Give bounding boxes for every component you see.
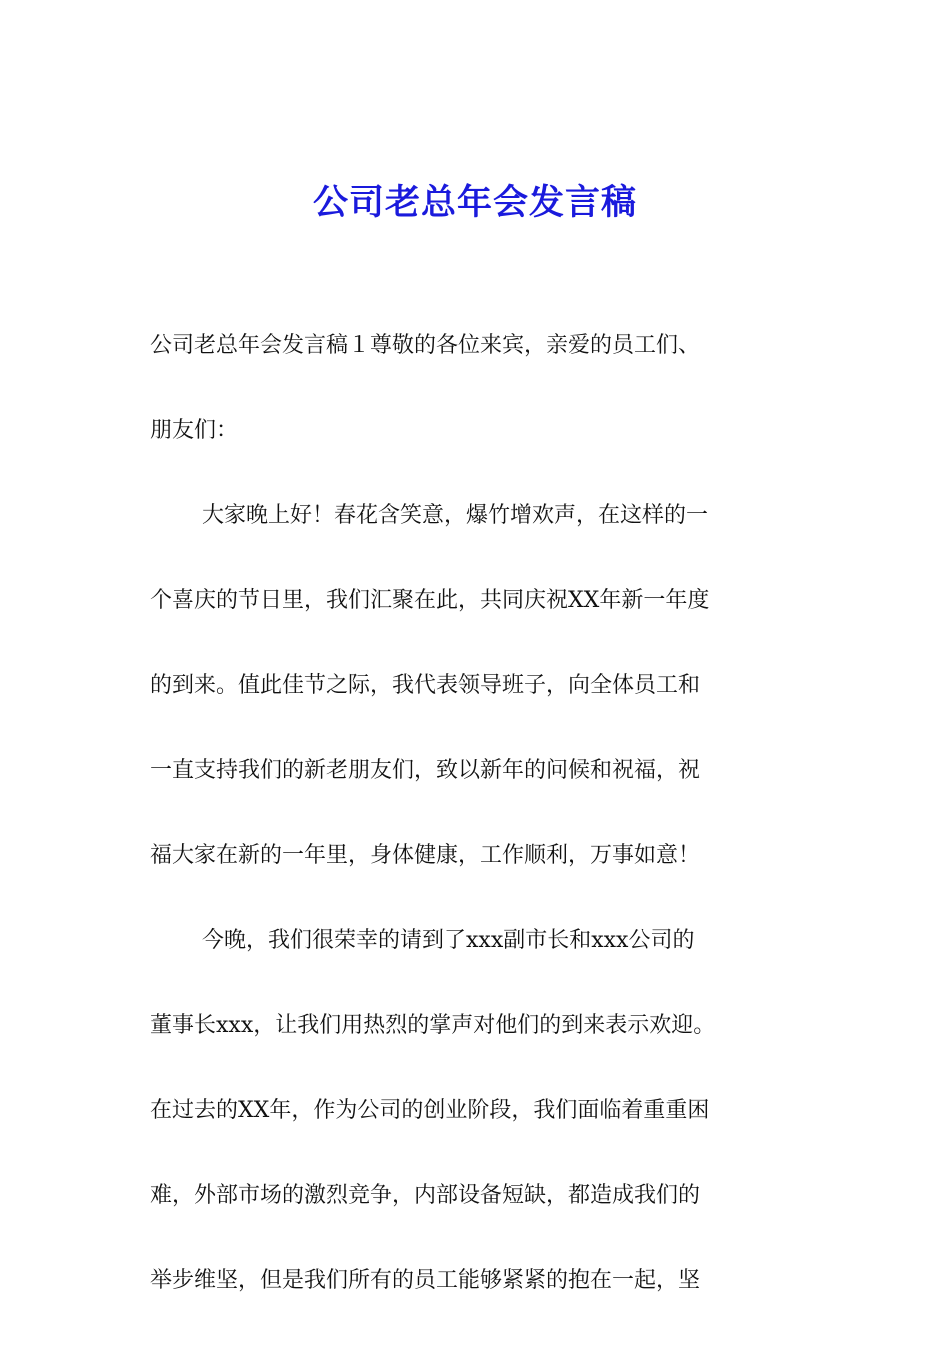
body-line-9: 董事长xxx，让我们用热烈的掌声对他们的到来表示欢迎。: [150, 1013, 716, 1038]
body-line-12: 举步维坚，但是我们所有的员工能够紧紧的抱在一起，坚: [150, 1268, 701, 1293]
body-line-5: 的到来。值此佳节之际，我代表领导班子，向全体员工和: [150, 673, 701, 698]
body-line-8: 今晚，我们很荣幸的请到了xxx副市长和xxx公司的: [202, 928, 695, 953]
document-title: 公司老总年会发言稿: [312, 182, 637, 223]
body-line-11: 难，外部市场的激烈竞争，内部设备短缺，都造成我们的: [150, 1183, 701, 1208]
body-line-4: 个喜庆的节日里，我们汇聚在此，共同庆祝XX年新一年度: [150, 588, 710, 613]
body-line-10: 在过去的XX年，作为公司的创业阶段，我们面临着重重困: [150, 1098, 710, 1123]
body-line-1: 公司老总年会发言稿１尊敬的各位来宾，亲爱的员工们、: [150, 333, 701, 358]
body-line-6: 一直支持我们的新老朋友们，致以新年的问候和祝福，祝: [150, 758, 701, 783]
body-line-2: 朋友们：: [150, 418, 239, 443]
document-body: [150, 326, 800, 1346]
body-line-7: 福大家在新的一年里，身体健康，工作顺利，万事如意！: [150, 843, 701, 868]
body-line-3: 大家晚上好！春花含笑意，爆竹增欢声，在这样的一: [202, 503, 709, 528]
